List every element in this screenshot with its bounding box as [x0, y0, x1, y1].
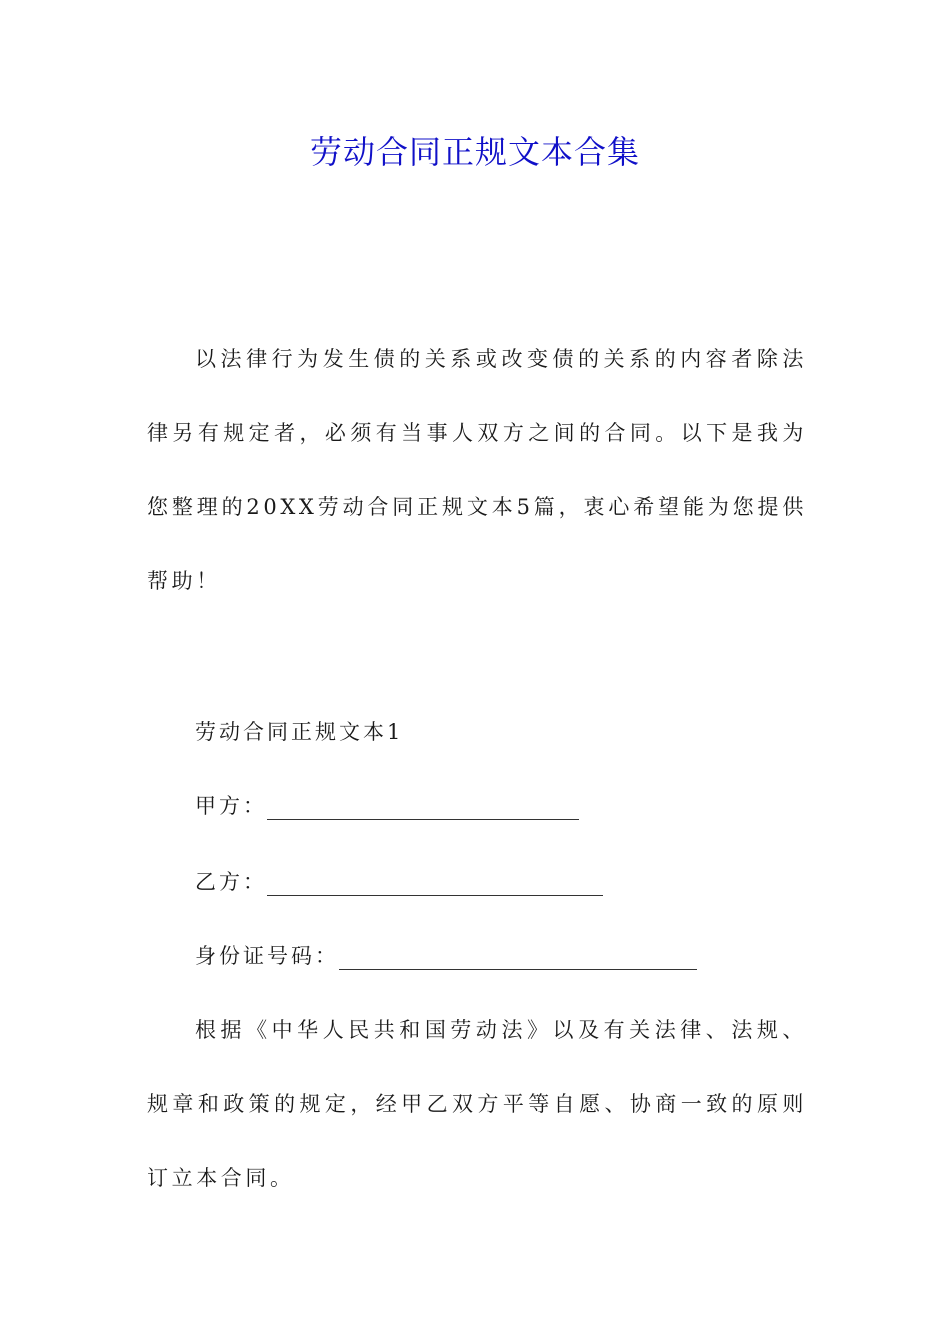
party-a-line	[195, 786, 579, 826]
document-title: 劳动合同正规文本合集	[309, 133, 640, 171]
intro-paragraph: 以法律行为发生债的关系或改变债的关系的内容者除法律另有规定者，必须有当事人双方之间的合同。以下是我为您整理的20XX劳动合同正规文本5篇，衷心希望能为您提供帮助！	[147, 347, 807, 593]
party-b-label: 乙方：	[195, 870, 267, 894]
party-a-label: 甲方：	[195, 794, 267, 818]
id-number-blank	[339, 941, 697, 970]
body-paragraph: 根据《中华人民共和国劳动法》以及有关法律、法规、规章和政策的规定，经甲乙双方平等自愿、协商一致的原则订立本合同。	[147, 1018, 807, 1190]
party-a-blank	[267, 791, 579, 820]
id-number-line	[195, 936, 697, 976]
party-b-line	[195, 862, 603, 902]
party-b-blank	[267, 867, 603, 896]
id-number-label: 身份证号码：	[195, 944, 339, 968]
section-heading: 劳动合同正规文本1	[195, 720, 404, 744]
